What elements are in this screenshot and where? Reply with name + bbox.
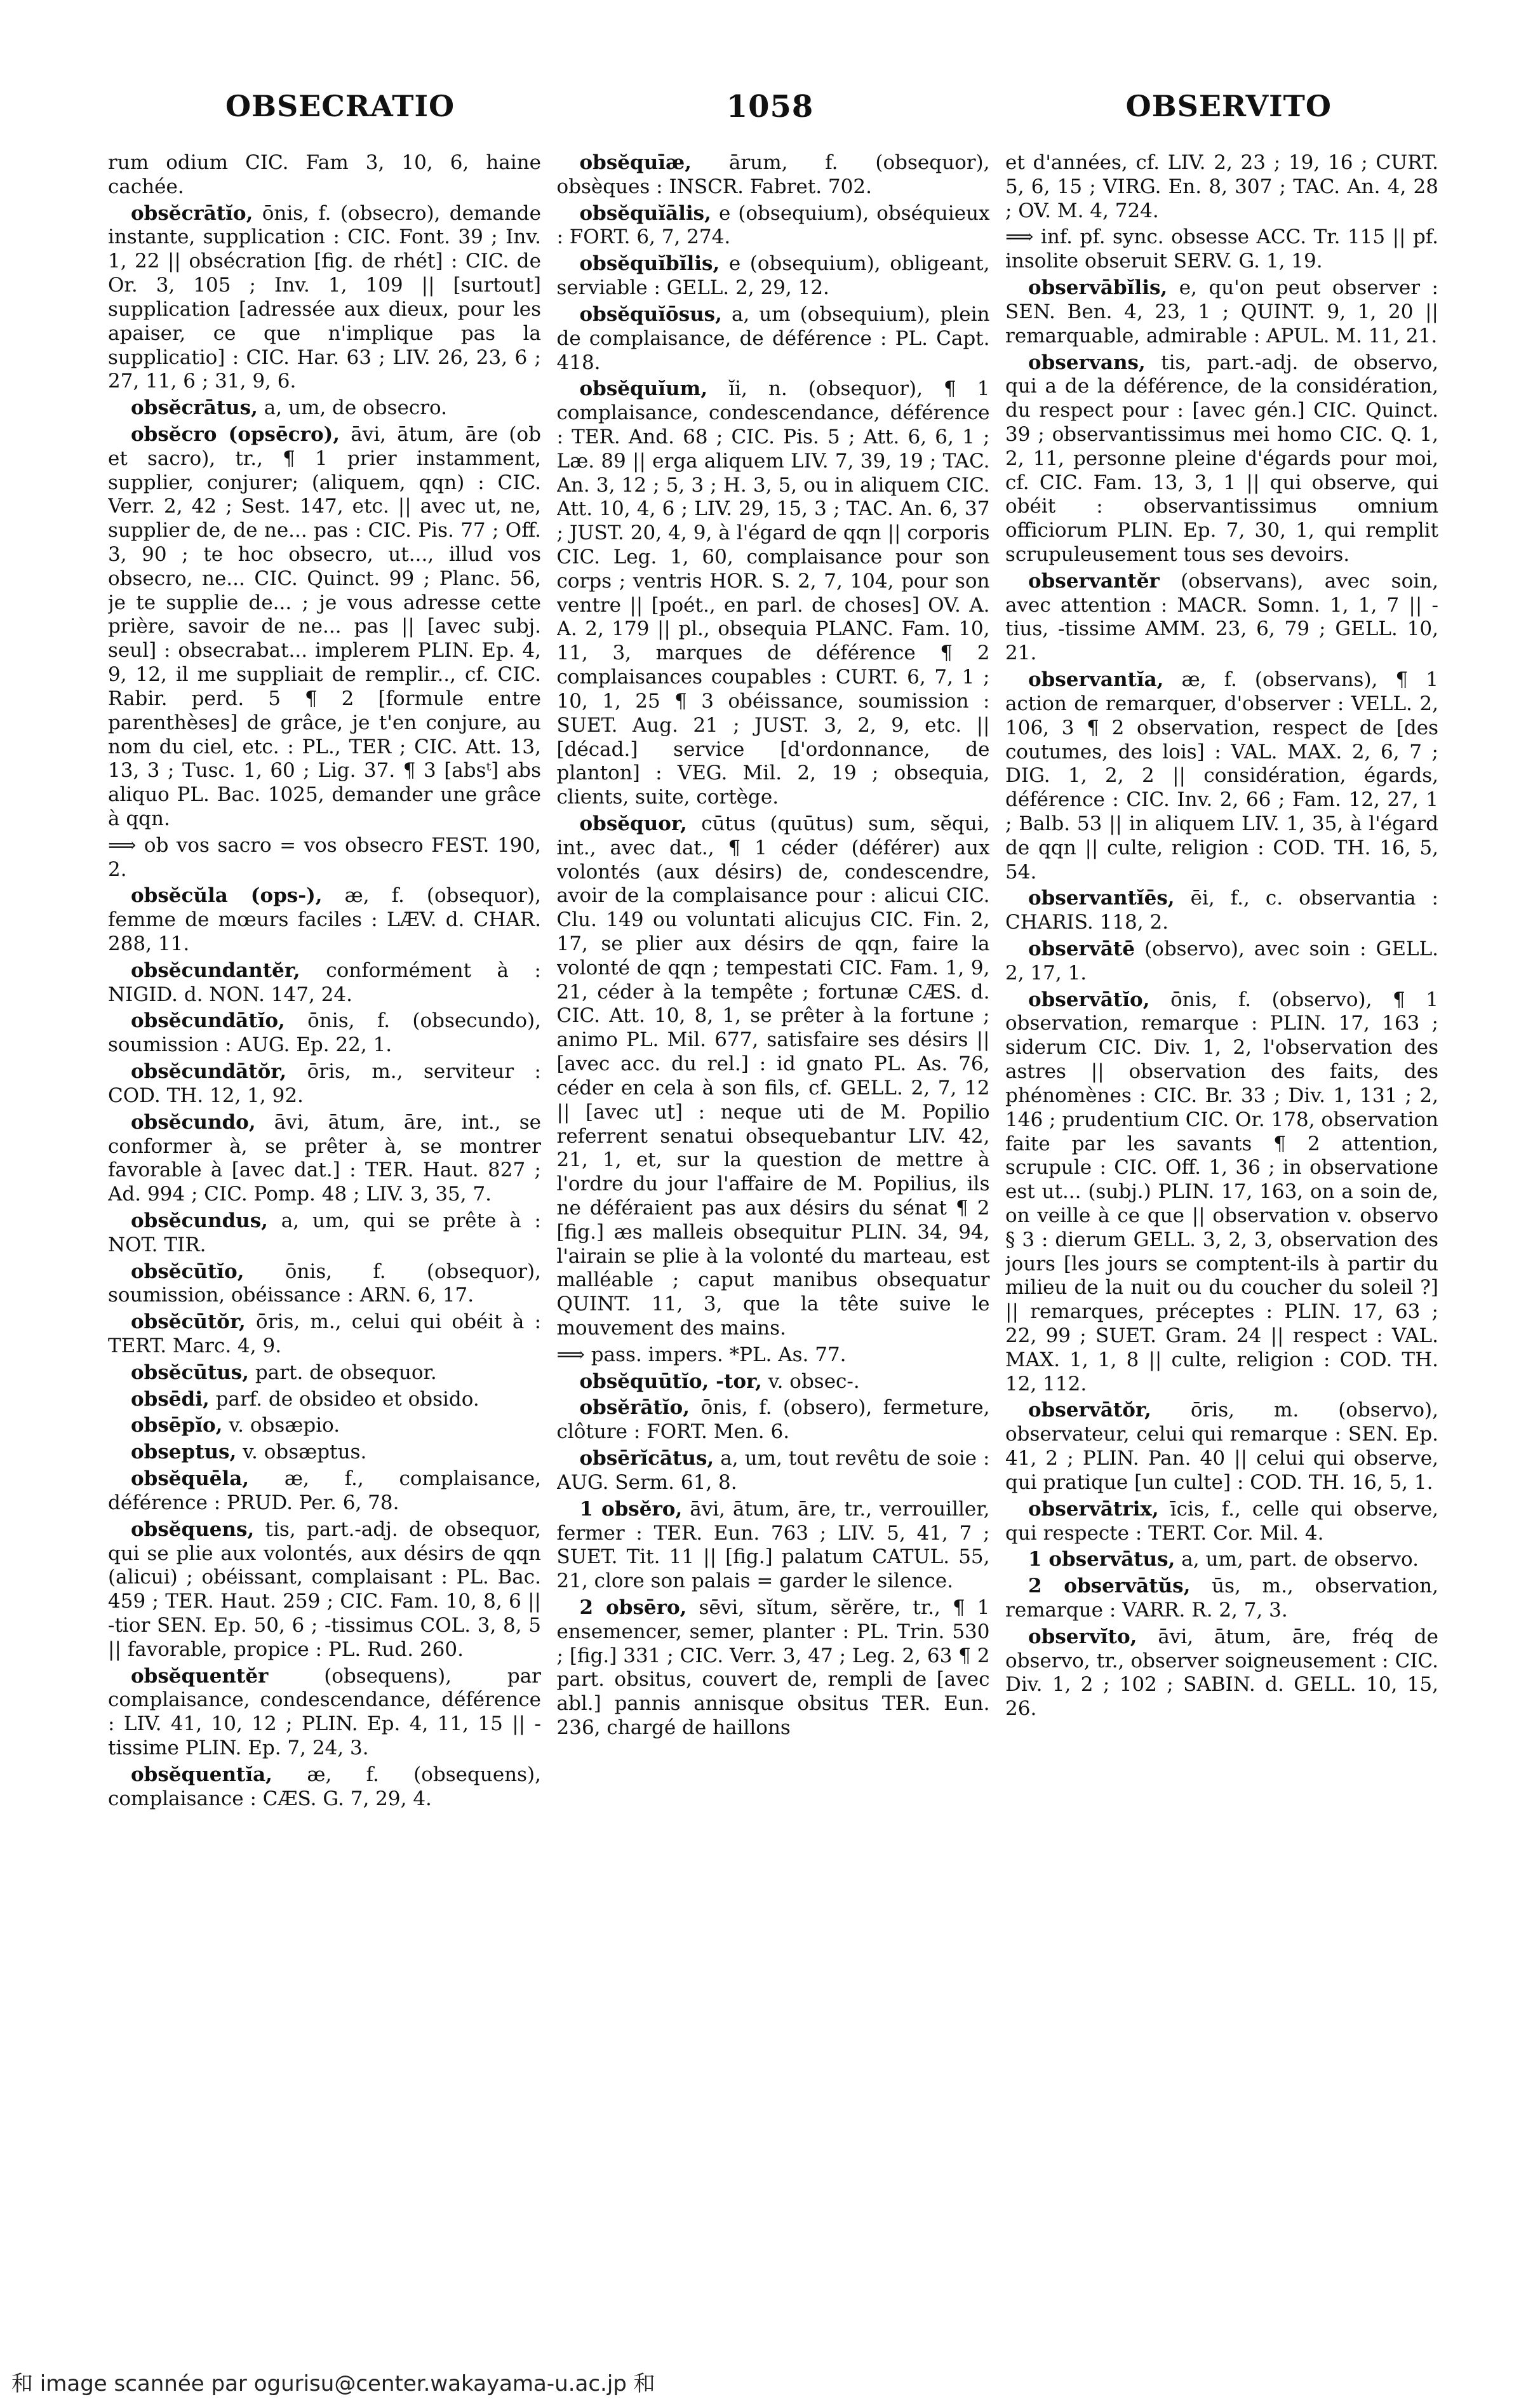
entry-definition: ōnis, f. (obsequor), soumission, obéissance : ARN. 6, 17. — [108, 1260, 541, 1307]
dictionary-entry — [557, 151, 990, 199]
entry-headword: obsĕquĭālis, — [579, 201, 711, 225]
entry-headword: observantĭa, — [1028, 668, 1164, 692]
entry-definition: v. obsæpio. — [229, 1414, 340, 1437]
dictionary-entry — [557, 202, 990, 250]
entry-headword: obsĕquīæ, — [579, 151, 692, 174]
entry-headword: obsĕcundus, — [131, 1209, 268, 1232]
entry-definition: v. obsec-. — [768, 1369, 860, 1393]
dictionary-entry — [108, 1441, 541, 1465]
entry-definition: a, um, qui se prête à : NOT. TIR. — [108, 1209, 541, 1256]
entry-definition: ōnis, f. (obsecundo), soumission : AUG. Ep. 22, 1. — [108, 1009, 541, 1057]
dictionary-entry — [1005, 668, 1438, 884]
dictionary-entry — [108, 834, 541, 882]
dictionary-entry — [1005, 151, 1438, 223]
dictionary-entry — [108, 1665, 541, 1761]
dictionary-entry — [108, 1763, 541, 1811]
entry-headword: observābĭlis, — [1028, 276, 1168, 300]
entry-headword: obsĕquĭōsus, — [579, 302, 722, 326]
entry-definition: āvi, ātum, āre, tr., verrouiller, fermer : TER. Eun. 763 ; LIV. 5, 41, 7 ; SUET. Tit. 11 || [fig.] palatum CATUL. 55, 21, clore son palais = garder le silence. — [556, 1497, 990, 1593]
column-left — [108, 151, 541, 2336]
entry-definition: æ, f., complaisance, déférence : PRUD. Per. 6, 78. — [108, 1467, 541, 1514]
entry-definition: conformément à : NIGID. d. NON. 147, 24. — [108, 958, 541, 1006]
column-middle — [557, 151, 990, 2336]
dictionary-entry — [108, 1111, 541, 1207]
entry-headword: obsĕcūtĭo, — [131, 1260, 244, 1283]
dictionary-entry — [557, 1396, 990, 1444]
dictionary-entry — [1005, 276, 1438, 348]
entry-headword: obsēdi, — [131, 1387, 210, 1411]
entry-headword: 1 obsĕro, — [579, 1497, 683, 1521]
entry-definition: e, qu'on peut observer : SEN. Ben. 4, 23, 1 ; QUINT. 9, 1, 20 || remarquable, admirable : APUL. M. 11, 21. — [1005, 276, 1438, 347]
entry-definition: e (obsequium), obséquieux : FORT. 6, 7, 274. — [556, 201, 990, 249]
entry-headword: observantĕr — [1028, 569, 1160, 593]
entry-definition: a, um, de obsecro. — [264, 396, 448, 420]
dictionary-entry — [108, 151, 541, 199]
entry-headword: obsēpĭo, — [131, 1414, 223, 1437]
entry-headword: obsĕcūtŏr, — [131, 1310, 246, 1334]
scan-credit: 和 image scannée par ogurisu@center.wakayama-u.ac.jp 和 — [11, 2371, 655, 2396]
entry-headword: observĭto, — [1028, 1625, 1137, 1648]
entry-headword: obsĕquens, — [131, 1517, 255, 1541]
entry-definition: āvi, ātum, āre, fréq de observo, tr., observer soigneusement : CIC. Div. 1, 2 ; 102 ; SABIN. d. GELL. 10, 15, 26. — [1005, 1625, 1438, 1721]
dictionary-entry — [557, 303, 990, 375]
entry-definition: et d'années, cf. LIV. 2, 23 ; 19, 16 ; CURT. 5, 6, 15 ; VIRG. En. 8, 307 ; TAC. An. 4, 28 ; OV. M. 4, 724. — [1005, 151, 1438, 222]
entry-headword: obsĕcundantĕr, — [131, 958, 300, 982]
dictionary-entry — [1005, 1548, 1438, 1572]
entry-definition: ⟹ inf. pf. sync. obsesse ACC. Tr. 115 || pf. insolite obseruit SERV. G. 1, 19. — [1005, 225, 1438, 273]
page-header — [0, 0, 1540, 146]
entry-definition: āvi, ātum, āre (ob et sacro), tr., ¶ 1 prier instamment, supplier, conjurer; (aliquem, qqn) : CIC. Verr. 2, 42 ; Sest. 147, etc. || avec ut, ne, supplier de, de ne... pas : CIC. Pis. 77 ; Off. 3, 90 ; te hoc obsecro, ut..., illud vos obsecro, ne... CIC. Quinct. 99 ; Planc. 56, je te supplie de... ; je vous adresse cette prière, savoir de ne... pas || [avec subj. seul] : obsecrabat... implerem PLIN. Ep. 4, 9, 12, il me suppliait de remplir.., cf. CIC. Rabir. perd. 5 ¶ 2 [formule entre parenthèses] de grâce, je t'en conjure, au nom du ciel, etc. : PL., TER ; CIC. Att. 13, 13, 3 ; Tusc. 1, 60 ; Lig. 37. ¶ 3 [absᵗ] abs aliquo PL. Bac. 1025, demander une grâce à qqn. — [108, 422, 541, 830]
entry-headword: 2 observātŭs, — [1028, 1575, 1191, 1598]
entry-definition: ĭi, n. (obsequor), ¶ 1 complaisance, condescendance, déférence : TER. And. 68 ; CIC. Pis. 5 ; Att. 6, 6, 1 ; Læ. 89 || erga aliquem LIV. 7, 39, 19 ; TAC. An. 3, 12 ; 5, 3 ; H. 3, 5, ou in aliquem CIC. Att. 10, 4, 6 ; LIV. 29, 15, 3 ; TAC. An. 6, 37 ; JUST. 20, 4, 9, à l'égard de qqn || corporis CIC. Leg. 1, 60, complaisance pour son corps ; ventris HOR. S. 2, 7, 104, pour son ventre || [poét., en parl. de choses] OV. A. A. 2, 179 || pl., obsequia PLANC. Fam. 10, 11, 3, marques de déférence ¶ 2 complaisances coupables : CURT. 6, 7, 1 ; 10, 1, 25 ¶ 3 obéissance, soumission : SUET. Aug. 21 ; JUST. 3, 2, 9, etc. || [décad.] service [d'ordonnance, de planton] : VEG. Mil. 2, 19 ; obsequia, clients, suite, cortège. — [556, 377, 990, 809]
dictionary-entry — [108, 1060, 541, 1108]
dictionary-entry — [108, 202, 541, 394]
dictionary-entry — [557, 1343, 990, 1368]
dictionary-entry — [1005, 1498, 1438, 1546]
dictionary-entry — [108, 884, 541, 956]
entry-definition: ārum, f. (obsequor), obsèques : INSCR. Fabret. 702. — [556, 151, 990, 198]
dictionary-entry — [108, 1388, 541, 1412]
dictionary-entry — [108, 396, 541, 420]
entry-headword: obsĕcrātĭo, — [131, 201, 253, 225]
dictionary-entry — [108, 1414, 541, 1438]
dictionary-entry — [108, 959, 541, 1007]
dictionary-entry — [1005, 938, 1438, 986]
dictionary-entry — [108, 1467, 541, 1516]
dictionary-entry — [108, 1310, 541, 1359]
entry-definition: a, um (obsequium), plein de complaisance, de déférence : PL. Capt. 418. — [556, 302, 990, 374]
entry-definition: (observans), avec soin, avec attention : MACR. Somn. 1, 1, 7 || -tius, -tissime AMM. 23, 6, 79 ; GELL. 10, 21. — [1005, 569, 1438, 665]
entry-definition: ōris, m., serviteur : COD. TH. 12, 1, 92. — [108, 1060, 541, 1107]
entry-definition: e (obsequium), obligeant, serviable : GELL. 2, 29, 12. — [556, 252, 990, 300]
entry-definition: v. obsæptus. — [243, 1441, 367, 1464]
entry-headword: observātē — [1028, 938, 1135, 960]
page-number: 1058 — [726, 89, 814, 124]
entry-headword: observātĭo, — [1028, 988, 1150, 1011]
entry-headword: obsĕrātĭo, — [579, 1396, 690, 1420]
entry-headword: obsĕcundātŏr, — [131, 1060, 287, 1084]
dictionary-entry — [557, 812, 990, 1341]
entry-definition: æ, f. (obsequor), femme de mœurs faciles : LÆV. d. CHAR. 288, 11. — [108, 884, 541, 955]
entry-definition: tis, part.-adj. de obsequor, qui se plie aux volontés, aux désirs de qqn (alicui) ; obéissant, complaisant : PL. Bac. 459 ; TER. Haut. 259 ; CIC. Fam. 10, 8, 6 || -tior SEN. Ep. 50, 6 ; -tissimus COL. 3, 8, 5 || favorable, propice : PL. Rud. 260. — [108, 1517, 541, 1661]
entry-headword: obsĕquentĕr — [131, 1664, 269, 1688]
entry-headword: obsĕcundo, — [131, 1110, 256, 1134]
entry-definition: īcis, f., celle qui observe, qui respecte : TERT. Cor. Mil. 4. — [1005, 1497, 1438, 1545]
entry-definition: ⟹ ob vos sacro = vos obsecro FEST. 190, 2. — [108, 833, 541, 881]
dictionary-entry — [108, 1009, 541, 1058]
dictionary-entry — [557, 1370, 990, 1394]
running-head-first-word: OBSECRATIO — [225, 89, 455, 123]
entry-definition: æ, f. (obsequens), complaisance : CÆS. G. 7, 29, 4. — [108, 1763, 541, 1810]
entry-definition: æ, f. (observans), ¶ 1 action de remarquer, d'observer : VELL. 2, 106, 3 ¶ 2 observation, respect de [des coutumes, des lois] : VAL. MAX. 2, 6, 7 ; DIG. 1, 2, 2 || considération, égards, déférence : CIC. Inv. 2, 66 ; Fam. 12, 27, 1 ; Balb. 53 || in aliquem LIV. 1, 35, à l'égard de qqn || culte, religion : COD. TH. 16, 5, 54. — [1005, 668, 1438, 884]
entry-headword: obsĕcundātĭo, — [131, 1009, 285, 1033]
dictionary-entry — [108, 1361, 541, 1385]
entry-definition: ēi, f., c. observantia : CHARIS. 118, 2. — [1005, 887, 1438, 934]
entry-headword: obsĕquūtĭo, -tor, — [579, 1369, 762, 1393]
entry-headword: obsĕquĭbĭlis, — [579, 252, 720, 276]
entry-definition: ōris, m., celui qui obéit à : TERT. Marc. 4, 9. — [108, 1310, 541, 1357]
entry-definition: ōnis, f. (observo), ¶ 1 observation, remarque : PLIN. 17, 163 ; siderum CIC. Div. 1, 2, l'observation des astres || observation des faits, des phénomènes : CIC. Br. 33 ; Div. 1, 131 ; 2, 146 ; prudentium CIC. Or. 178, observation faite par les savants ¶ 2 attention, scrupule : CIC. Off. 1, 36 ; in observatione est ut... (subj.) PLIN. 17, 163, on a soin de, on veille à ce que || observation v. observo § 3 : dierum GELL. 3, 2, 3, observation des jours [les jours se comptent-ils à partir du milieu de la nuit ou du coucher du soleil ?] || remarques, préceptes : PLIN. 17, 63 ; 22, 99 ; SUET. Gram. 24 || respect : VAL. MAX. 1, 1, 8 || culte, religion : COD. TH. 12, 112. — [1005, 988, 1438, 1395]
entry-headword: observans, — [1028, 351, 1146, 374]
entry-definition: cūtus (quūtus) sum, sĕqui, int., avec dat., ¶ 1 céder (déférer) aux volontés (aux désirs) de, condescendre, avoir de la complaisance pour : alicui CIC. Clu. 149 ou voluntati alicujus CIC. Fin. 2, 17, se plier aux désirs de qqn, faire la volonté de qqn ; tempestati CIC. Fam. 1, 9, 21, céder à la tempête ; fortunæ CÆS. d. CIC. Att. 10, 8, 1, se prêter à la fortune ; animo PL. Mil. 677, satisfaire ses désirs || [avec acc. du rel.] : id gnato PL. As. 76, céder en cela à son fils, cf. GELL. 2, 7, 12 || [avec ut] : neque uti de M. Popilio referrent senatui obsequebantur LIV. 42, 21, 1, et, sur la question de mettre à l'ordre du jour l'affaire de M. Popilius, ils ne déféraient pas aux désirs du sénat ¶ 2 [fig.] æs malleis obsequitur PLIN. 34, 94, l'airain se plie à la volonté du marteau, est malléable ; caput manibus obsequatur QUINT. 11, 3, que la tête suive le mouvement des mains. — [556, 812, 990, 1340]
entry-headword: observantĭēs, — [1028, 887, 1175, 910]
entry-headword: obsĕquor, — [579, 812, 687, 835]
entry-headword: obsĕcrātus, — [131, 396, 258, 420]
dictionary-entry — [1005, 1625, 1438, 1721]
dictionary-entry — [557, 1447, 990, 1495]
dictionary-entry — [557, 1596, 990, 1740]
column-right — [1005, 151, 1438, 2336]
entry-headword: 1 observātus, — [1028, 1548, 1175, 1571]
entry-headword: observātrix, — [1028, 1497, 1159, 1521]
dictionary-entry — [1005, 1575, 1438, 1623]
entry-definition: a, um, part. de observo. — [1181, 1548, 1419, 1571]
entry-definition: parf. de obsideo et obsido. — [215, 1387, 479, 1411]
dictionary-entry — [1005, 1399, 1438, 1495]
entry-definition: āvi, ātum, āre, int., se conformer à, se prêter à, se montrer favorable à [avec dat.] : TER. Haut. 827 ; Ad. 994 ; CIC. Pomp. 48 ; LIV. 3, 35, 7. — [108, 1110, 541, 1206]
entry-definition: ōris, m. (observo), observateur, celui qui remarque : SEN. Ep. 41, 2 ; PLIN. Pan. 40 || celui qui observe, qui pratique [un culte] : COD. TH. 16, 5, 1. — [1005, 1399, 1438, 1494]
entry-headword: obsĕquĭum, — [579, 377, 708, 401]
dictionary-entry — [557, 377, 990, 810]
entry-headword: obseptus, — [131, 1441, 237, 1464]
dictionary-entry — [1005, 570, 1438, 666]
dictionary-entry — [108, 1209, 541, 1258]
entry-definition: rum odium CIC. Fam 3, 10, 6, haine cachée. — [108, 151, 541, 198]
entry-definition: ōnis, f. (obsero), fermeture, clôture : FORT. Men. 6. — [556, 1396, 990, 1444]
entry-headword: obsĕquēla, — [131, 1467, 250, 1491]
entry-headword: obsĕquentĭa, — [131, 1763, 272, 1786]
dictionary-entry — [1005, 225, 1438, 274]
dictionary-entry — [1005, 887, 1438, 935]
entry-definition: part. de obsequor. — [255, 1361, 437, 1384]
entry-headword: obsĕcŭla (ops-), — [131, 884, 323, 908]
entry-definition: (obsequens), par complaisance, condescendance, déférence : LIV. 41, 10, 12 ; PLIN. Ep. 4, 11, 15 || -tissime PLIN. Ep. 7, 24, 3. — [108, 1664, 541, 1759]
dictionary-entry — [108, 1260, 541, 1308]
entry-definition: a, um, tout revêtu de soie : AUG. Serm. 61, 8. — [556, 1447, 990, 1494]
entry-headword: 2 obsēro, — [579, 1596, 687, 1619]
dictionary-entry — [557, 252, 990, 300]
dictionary-entry — [108, 1518, 541, 1662]
entry-definition: (observo), avec soin : GELL. 2, 17, 1. — [1005, 938, 1438, 985]
dictionary-entry — [557, 1498, 990, 1594]
dictionary-entry — [1005, 988, 1438, 1397]
entry-definition: ūs, m., observation, remarque : VARR. R. 2, 7, 3. — [1005, 1575, 1438, 1622]
entry-headword: obsĕcūtus, — [131, 1361, 250, 1384]
entry-headword: obsĕcro (opsēcro), — [131, 422, 340, 446]
entry-definition: tis, part.-adj. de observo, qui a de la déférence, de la considération, du respect pour : [avec gén.] CIC. Quinct. 39 ; observantissimus mei homo CIC. Q. 1, 2, 11, personne pleine d'égards pour moi, cf. CIC. Fam. 13, 3, 1 || qui observe, qui obéit : observantissimus omnium officiorum PLIN. Ep. 7, 30, 1, qui remplit scrupuleusement tous ses devoirs. — [1005, 351, 1438, 566]
dictionary-columns — [108, 151, 1438, 2336]
entry-definition: sēvi, sĭtum, sĕrĕre, tr., ¶ 1 ensemencer, semer, planter : PL. Trin. 530 ; [fig.] 331 ; CIC. Verr. 3, 47 ; Leg. 2, 63 ¶ 2 part. obsitus, couvert de, rempli de [avec abl.] pannis annisque obsitus TER. Eun. 236, chargé de haillons — [556, 1596, 990, 1739]
entry-definition: ōnis, f. (obsecro), demande instante, supplication : CIC. Font. 39 ; Inv. 1, 22 || obsécration [fig. de rhét] : CIC. de Or. 3, 105 ; Inv. 1, 109 || [surtout] supplication [adressée aux dieux, pour les apaiser, ce que n'implique pas la supplicatio] : CIC. Har. 63 ; LIV. 26, 23, 6 ; 27, 11, 6 ; 31, 9, 6. — [108, 201, 541, 393]
dictionary-entry — [1005, 351, 1438, 567]
entry-headword: observātŏr, — [1028, 1399, 1151, 1422]
entry-definition: ⟹ pass. impers. *PL. As. 77. — [556, 1343, 847, 1366]
dictionary-entry — [108, 423, 541, 831]
entry-headword: obsērĭcātus, — [579, 1447, 714, 1470]
running-head-last-word: OBSERVITO — [1125, 89, 1332, 123]
